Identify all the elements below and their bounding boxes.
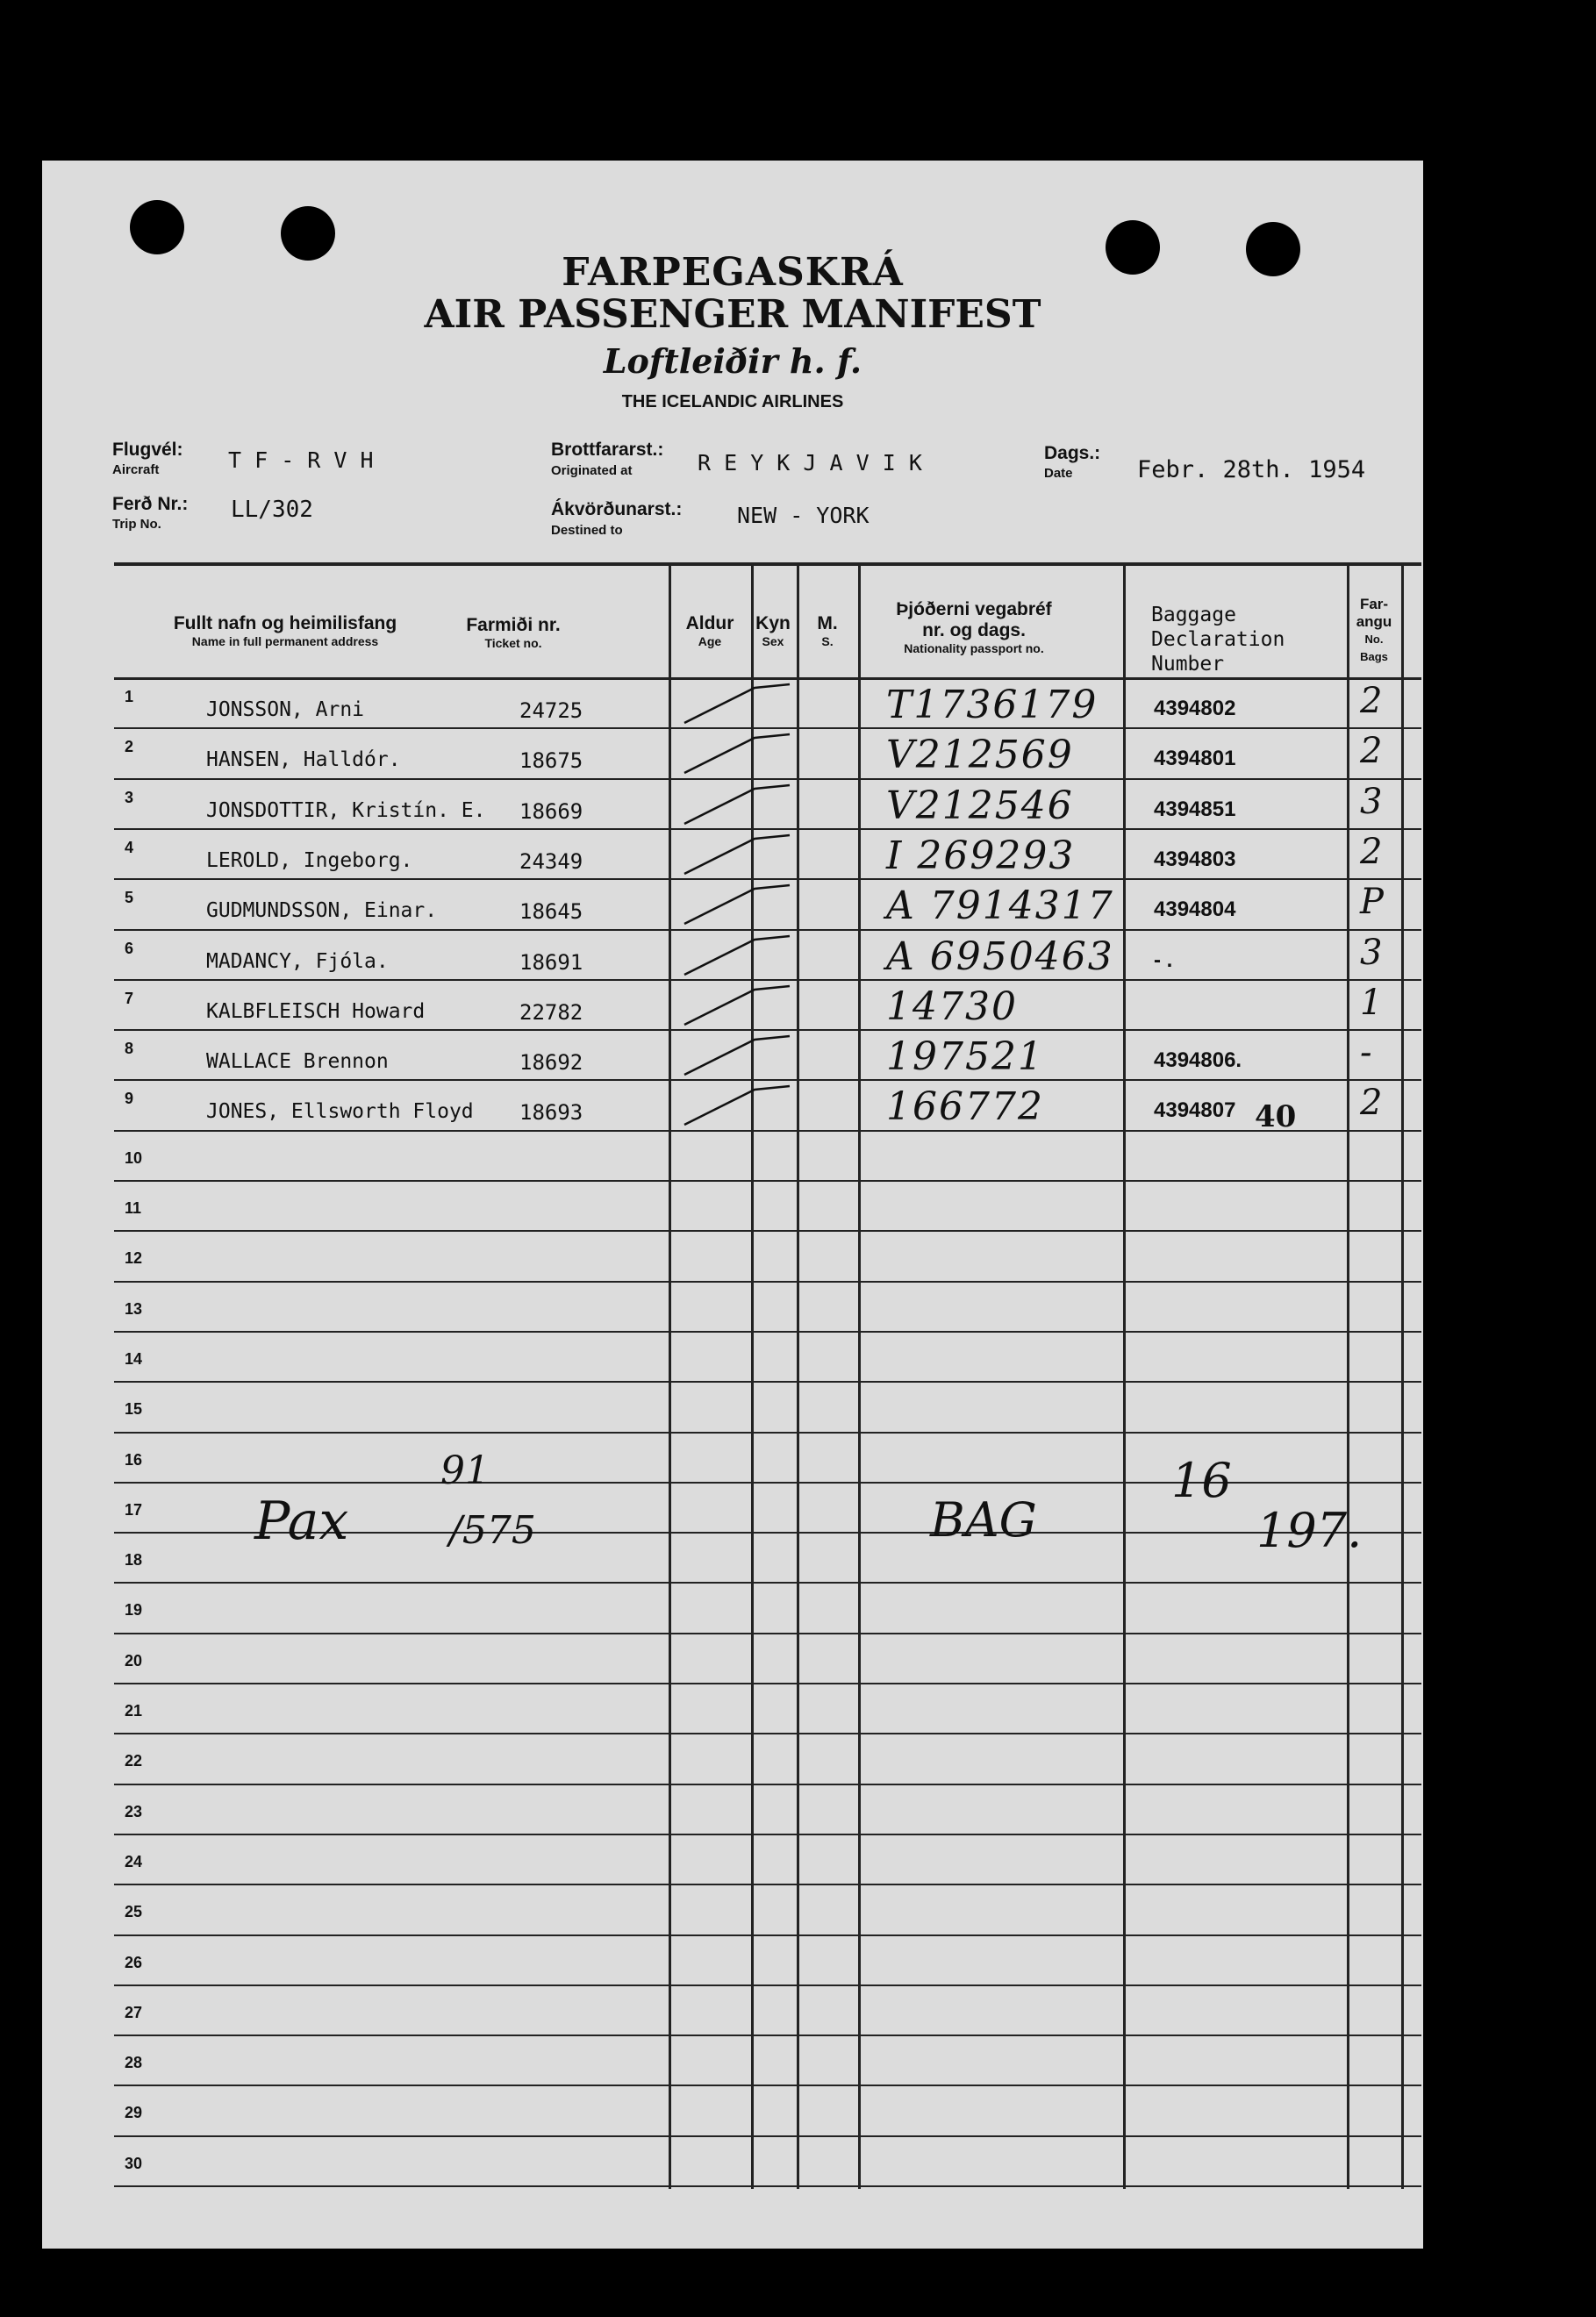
punch-hole-left-1 — [130, 200, 184, 254]
table-row — [114, 1736, 1421, 1786]
col-header-nationality: Þjóðerni vegabréf nr. og dags. Nationality passport no. — [896, 599, 1052, 655]
ticket-number: 18692 — [519, 1050, 583, 1076]
col-header-age: Aldur Age — [685, 613, 734, 648]
table-row — [114, 782, 1421, 832]
trip-value: LL/302 — [231, 497, 313, 523]
row-number: 13 — [125, 1299, 143, 1318]
bag-count: 2 — [1360, 681, 1383, 721]
table-row — [114, 1585, 1421, 1635]
date-value: Febr. 28th. 1954 — [1137, 456, 1366, 483]
table-row — [114, 1133, 1421, 1184]
origin-label: Brottfararst.: — [551, 440, 664, 460]
bag-count: P — [1360, 882, 1384, 923]
row-number: 17 — [125, 1500, 143, 1519]
table-row — [114, 882, 1421, 932]
ticket-number: 22782 — [519, 999, 583, 1025]
manifest-sheet — [42, 161, 1423, 2249]
bag-count: 1 — [1360, 982, 1383, 1023]
table-top-border — [114, 562, 1421, 566]
age-mark-stroke — [676, 933, 807, 981]
row-number: 20 — [125, 1651, 143, 1670]
bag-count: 2 — [1360, 1083, 1383, 1124]
destination-label: Ákvörðunarst.: — [551, 499, 683, 519]
row-number: 1 — [125, 688, 134, 705]
row-number: 5 — [125, 889, 134, 907]
trip-label: Ferð Nr.: — [112, 494, 189, 514]
table-row — [114, 1686, 1421, 1736]
ticket-number: 18691 — [519, 949, 583, 975]
passenger-name: WALLACE Brennon — [206, 1050, 389, 1074]
row-number: 9 — [125, 1090, 134, 1108]
baggage-declaration: 4394804 — [1154, 897, 1236, 922]
company-name: Loftleiðir h. f. — [603, 341, 862, 381]
col-header-bags: Far- angu No. Bags — [1356, 596, 1392, 663]
header-bottom-border — [114, 677, 1421, 680]
table-row — [114, 1787, 1421, 1837]
pax-weight-handwritten: /575 — [449, 1508, 536, 1553]
baggage-declaration: - . — [1154, 948, 1173, 972]
table-row — [114, 1837, 1421, 1887]
passport-number: 166772 — [886, 1084, 1044, 1130]
age-mark-stroke — [676, 782, 807, 830]
row-number: 11 — [125, 1199, 142, 1217]
passport-number: A 6950463 — [886, 933, 1114, 979]
table-row — [114, 1887, 1421, 1937]
row-number: 7 — [125, 989, 134, 1007]
passenger-name: JONSSON, Arni — [206, 698, 365, 721]
row-number: 30 — [125, 2154, 143, 2172]
passenger-name: LEROLD, Ingeborg. — [206, 848, 413, 872]
ticket-number: 18645 — [519, 899, 583, 925]
passenger-name: MADANCY, Fjóla. — [206, 949, 389, 973]
title-english: AIR PASSENGER MANIFEST — [424, 292, 1041, 337]
ticket-number: 18669 — [519, 798, 583, 824]
baggage-declaration: 4394806. — [1154, 1048, 1242, 1073]
destination-value: NEW - YORK — [737, 503, 870, 528]
bag-count-handwritten: 16 — [1171, 1453, 1232, 1508]
passenger-name: JONSDOTTIR, Kristín. E. — [206, 798, 486, 822]
bag-label-handwritten: BAG — [930, 1492, 1037, 1548]
passport-number: 14730 — [886, 983, 1018, 1029]
age-mark-stroke — [676, 882, 807, 930]
row-number: 6 — [125, 939, 134, 957]
date-sublabel: Date — [1044, 466, 1073, 481]
age-mark-stroke — [676, 681, 807, 729]
row-number: 21 — [125, 1702, 143, 1720]
passenger-name: HANSEN, Halldór. — [206, 748, 401, 772]
row-number: 25 — [125, 1903, 143, 1921]
table-row — [114, 1636, 1421, 1686]
bag-count: - — [1360, 1033, 1372, 1074]
aircraft-sublabel: Aircraft — [112, 462, 160, 477]
row-number: 15 — [125, 1400, 143, 1419]
ticket-number: 18693 — [519, 1100, 583, 1126]
company-english: THE ICELANDIC AIRLINES — [621, 392, 844, 411]
row-number: 22 — [125, 1752, 143, 1770]
ticket-number: 18675 — [519, 748, 583, 774]
table-row — [114, 731, 1421, 781]
row-number: 18 — [125, 1551, 143, 1570]
col-header-baggage: Baggage Declaration Number — [1151, 604, 1285, 676]
col-header-ticket: Farmiði nr. Ticket no. — [466, 615, 561, 650]
passport-number: T1736179 — [886, 683, 1099, 727]
row-number: 16 — [125, 1450, 143, 1469]
baggage-declaration: 4394801 — [1154, 747, 1236, 771]
passenger-name: JONES, Ellsworth Floyd — [206, 1100, 474, 1124]
row-number: 2 — [125, 738, 134, 756]
row-number: 28 — [125, 2054, 143, 2072]
passport-number: V212546 — [886, 783, 1074, 828]
row-number: 14 — [125, 1349, 143, 1368]
table-row — [114, 1384, 1421, 1434]
table-row — [114, 1334, 1421, 1384]
table-row — [114, 1988, 1421, 2038]
table-row — [114, 832, 1421, 882]
row-number: 24 — [125, 1852, 143, 1870]
row-number: 3 — [125, 788, 134, 806]
table-row — [114, 1083, 1421, 1133]
col-header-name: Fullt nafn og heimilisfang Name in full permanent address — [173, 613, 397, 648]
table-row — [114, 1938, 1421, 1988]
baggage-declaration: 4394803 — [1154, 847, 1236, 871]
table-row — [114, 681, 1421, 731]
row-number: 12 — [125, 1249, 143, 1268]
row6-handwritten-note: 40 — [1255, 1099, 1297, 1134]
table-row — [114, 1033, 1421, 1083]
passenger-name: KALBFLEISCH Howard — [206, 999, 426, 1023]
row-number: 8 — [125, 1040, 134, 1058]
aircraft-label: Flugvél: — [112, 440, 183, 460]
table-row — [114, 2088, 1421, 2138]
col-header-sex: Kyn Sex — [755, 613, 791, 648]
passport-number: I 269293 — [886, 833, 1076, 878]
table-row — [114, 2038, 1421, 2088]
bag-count: 2 — [1360, 831, 1383, 872]
passport-number: A 7914317 — [886, 883, 1114, 929]
age-mark-stroke — [676, 983, 807, 1031]
table-row — [114, 1184, 1421, 1234]
row-number: 26 — [125, 1953, 143, 1971]
baggage-declaration: 4394802 — [1154, 697, 1236, 720]
age-mark-stroke — [676, 1083, 807, 1131]
table-row — [114, 2139, 1421, 2189]
table-row — [114, 1234, 1421, 1284]
table-row — [114, 933, 1421, 983]
date-label: Dags.: — [1044, 443, 1101, 463]
passenger-name: GUDMUNDSSON, Einar. — [206, 899, 438, 923]
baggage-declaration: 4394807 — [1154, 1098, 1236, 1123]
age-mark-stroke — [676, 731, 807, 779]
passport-number: V212569 — [886, 733, 1074, 778]
row-number: 29 — [125, 2104, 143, 2122]
bag-weight-handwritten: 197. — [1256, 1503, 1363, 1558]
ticket-number: 24349 — [519, 848, 583, 874]
row-number: 4 — [125, 838, 134, 856]
row-number: 19 — [125, 1601, 143, 1620]
col-header-ms: M. S. — [817, 613, 838, 648]
row-number: 27 — [125, 2003, 143, 2021]
bag-count: 3 — [1360, 932, 1383, 973]
origin-sublabel: Originated at — [551, 463, 633, 478]
table-row — [114, 983, 1421, 1033]
destination-sublabel: Destined to — [551, 523, 623, 538]
origin-value: R E Y K J A V I K — [698, 450, 922, 476]
title-icelandic: FARPEGASKRÁ — [562, 250, 904, 295]
age-mark-stroke — [676, 832, 807, 880]
ticket-number: 24725 — [519, 698, 583, 723]
pax-label-handwritten: Pax — [254, 1491, 349, 1552]
row-number: 23 — [125, 1802, 143, 1820]
trip-sublabel: Trip No. — [112, 517, 161, 532]
bag-count: 2 — [1360, 731, 1383, 772]
passenger-table — [114, 562, 1421, 2317]
bag-count: 3 — [1360, 781, 1383, 822]
aircraft-value: T F - R V H — [228, 447, 374, 473]
baggage-declaration: 4394851 — [1154, 797, 1236, 821]
row-number: 10 — [125, 1148, 143, 1167]
age-mark-stroke — [676, 1033, 807, 1081]
table-row — [114, 1284, 1421, 1334]
pax-count-handwritten: 91 — [440, 1448, 490, 1493]
passport-number: 197521 — [886, 1034, 1044, 1080]
